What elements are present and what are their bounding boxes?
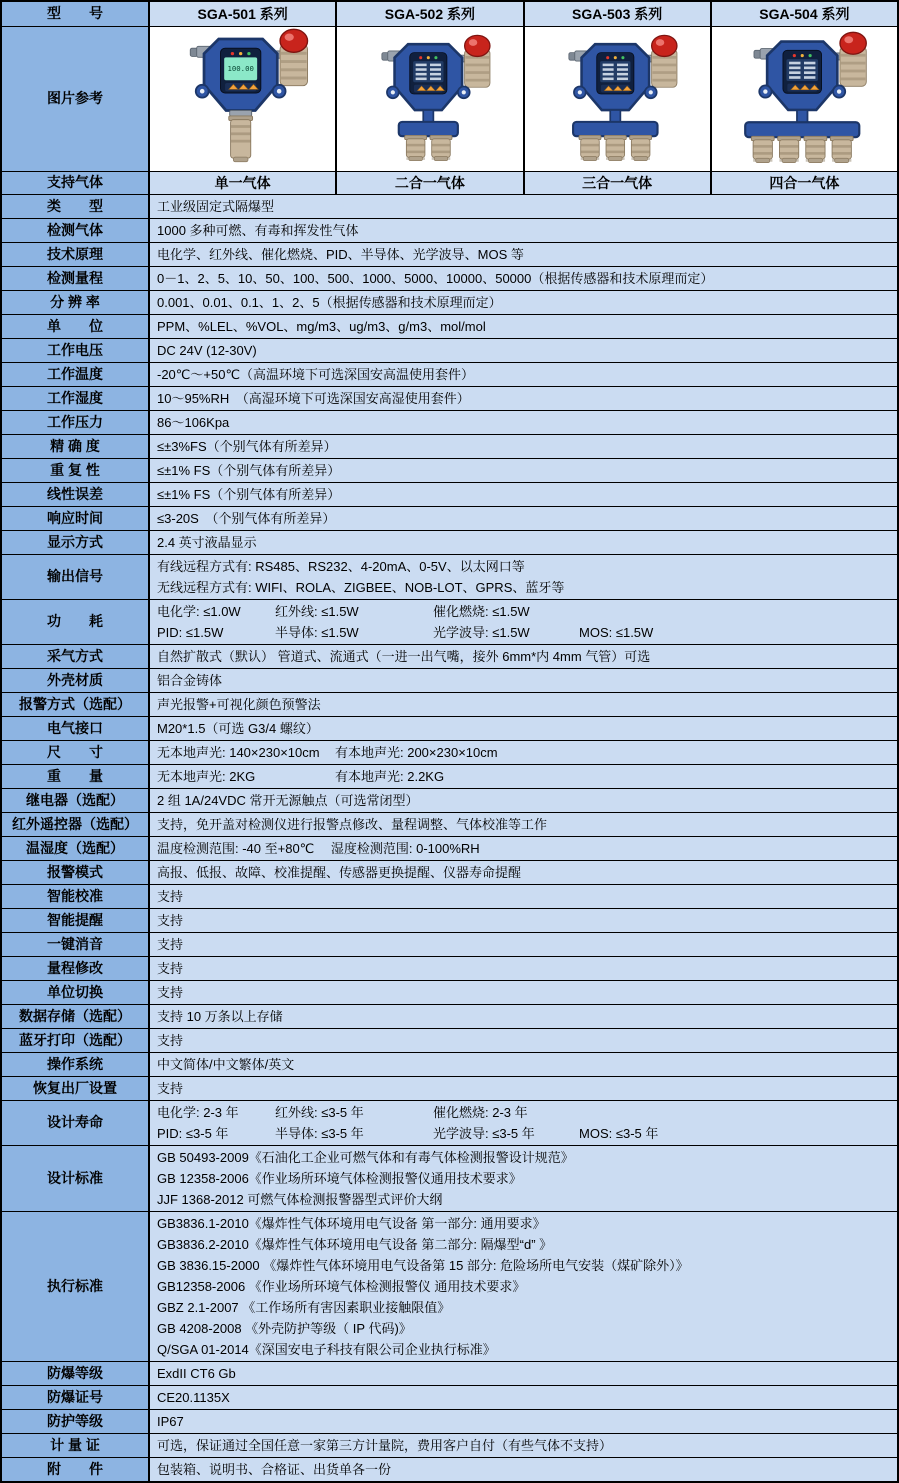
model-header-2: SGA-502 系列 — [335, 2, 522, 26]
model-row — [2, 2, 897, 27]
spec-value-line: 自然扩散式（默认） 管道式、流通式（一进一出气嘴，接外 6mm*内 4mm 气管）可选 — [157, 649, 651, 664]
gas-detector-illustration-sga-503 — [541, 34, 693, 165]
spec-row — [2, 717, 897, 741]
spec-label: 功 耗 — [2, 600, 150, 644]
spec-label: 重 量 — [2, 765, 150, 788]
spec-row — [2, 693, 897, 717]
spec-label: 工作温度 — [2, 363, 150, 386]
spec-value-line — [150, 766, 897, 787]
spec-value-segment: MOS: ≤3-5 年 — [579, 1126, 659, 1141]
spec-value — [150, 861, 897, 884]
spec-value-line: GB 50493-2009《石油化工企业可燃气体和有毒气体检测报警设计规范》 — [157, 1150, 574, 1165]
spec-value-line — [150, 601, 897, 622]
spec-value — [150, 1029, 897, 1052]
supported-gas-value-1: 单一气体 — [150, 172, 335, 194]
spec-value-line: 支持 — [157, 1033, 184, 1048]
spec-row — [2, 1005, 897, 1029]
spec-row — [2, 981, 897, 1005]
spec-value-line: 86～106Kpa — [157, 415, 230, 430]
gas-detector-illustration-sga-502 — [354, 34, 506, 165]
spec-value-segment: 无本地声光: 140×230×10cm — [157, 745, 320, 760]
spec-row — [2, 861, 897, 885]
spec-value-segment: 有本地声光: 2.2KG — [335, 769, 445, 784]
spec-row — [2, 813, 897, 837]
spec-label: 尺 寸 — [2, 741, 150, 764]
gas-detector-illustration-sga-504 — [725, 31, 883, 167]
spec-value-line: 支持 — [157, 1081, 184, 1096]
spec-value-line: PPM、%LEL、%VOL、mg/m3、ug/m3、g/m3、mol/mol — [157, 319, 486, 334]
spec-value — [150, 1434, 897, 1457]
spec-value-line: JJF 1368-2012 可燃气体检测报警器型式评价大纲 — [157, 1192, 443, 1207]
spec-value-line: 支持，免开盖对检测仪进行报警点修改、量程调整、气体校准等工作 — [157, 817, 548, 832]
spec-label: 防爆等级 — [2, 1362, 150, 1385]
spec-value — [150, 387, 897, 410]
model-header-1: SGA-501 系列 — [150, 2, 335, 26]
spec-value-line: GB12358-2006 《作业场所环境气体检测报警仪 通用技术要求》 — [157, 1279, 526, 1294]
spec-value-segment: 电化学: 2-3 年 — [157, 1105, 239, 1120]
model-row-label: 型 号 — [2, 2, 150, 26]
spec-label: 显示方式 — [2, 531, 150, 554]
spec-value — [150, 1458, 897, 1481]
spec-value-line: GB 4208-2008 《外壳防护等级（ IP 代码)》 — [157, 1321, 412, 1336]
spec-row — [2, 411, 897, 435]
spec-value — [150, 339, 897, 362]
spec-label: 检测量程 — [2, 267, 150, 290]
spec-value-line: GB3836.1-2010《爆炸性气体环境用电气设备 第一部分: 通用要求》 — [157, 1216, 546, 1231]
spec-row — [2, 789, 897, 813]
spec-value — [150, 411, 897, 434]
spec-value — [150, 483, 897, 506]
spec-value-line: ≤±1% FS（个别气体有所差异） — [157, 463, 341, 478]
spec-value-line: GB3836.2-2010《爆炸性气体环境用电气设备 第二部分: 隔爆型“d” 》 — [157, 1237, 553, 1252]
spec-value-line: 声光报警+可视化颜色预警法 — [157, 697, 321, 712]
spec-row — [2, 387, 897, 411]
spec-label: 计 量 证 — [2, 1434, 150, 1457]
spec-row — [2, 363, 897, 387]
spec-label: 电气接口 — [2, 717, 150, 740]
device-image-sga-504 — [710, 27, 897, 171]
spec-value-line: GB 3836.15-2000 《爆炸性气体环境用电气设备第 15 部分: 危险场所电气安装（煤矿除外）》 — [157, 1258, 689, 1273]
spec-value — [150, 1146, 897, 1211]
spec-row — [2, 531, 897, 555]
supported-gas-label: 支持气体 — [2, 172, 150, 194]
image-row — [2, 27, 897, 172]
spec-value-line: 电化学、红外线、催化燃烧、PID、半导体、光学波导、MOS 等 — [157, 247, 524, 262]
spec-row — [2, 1434, 897, 1458]
spec-label: 设计寿命 — [2, 1101, 150, 1145]
spec-label: 输出信号 — [2, 555, 150, 599]
spec-value-segment: 半导体: ≤3-5 年 — [275, 1126, 364, 1141]
spec-row — [2, 1212, 897, 1362]
spec-label: 操作系统 — [2, 1053, 150, 1076]
spec-value — [150, 717, 897, 740]
spec-value — [150, 885, 897, 908]
spec-value — [150, 435, 897, 458]
spec-label: 工作电压 — [2, 339, 150, 362]
spec-label: 精 确 度 — [2, 435, 150, 458]
spec-value-line: 支持 — [157, 985, 184, 1000]
spec-label: 报警模式 — [2, 861, 150, 884]
spec-value — [150, 741, 897, 764]
spec-value-line: 支持 10 万条以上存储 — [157, 1009, 283, 1024]
device-image-cells — [150, 27, 897, 171]
spec-value-segment: 半导体: ≤1.5W — [275, 625, 359, 640]
spec-value — [150, 600, 897, 644]
spec-value-line: 高报、低报、故障、校准提醒、传感器更换提醒、仪器寿命提醒 — [157, 865, 522, 880]
spec-row — [2, 1410, 897, 1434]
spec-value-segment: 光学波导: ≤3-5 年 — [433, 1126, 535, 1141]
spec-value — [150, 1386, 897, 1409]
spec-label: 继电器（选配） — [2, 789, 150, 812]
spec-value — [150, 219, 897, 242]
spec-value-line: Q/SGA 01-2014《深国安电子科技有限公司企业执行标准》 — [157, 1342, 496, 1357]
spec-value-segment: 有本地声光: 200×230×10cm — [335, 745, 498, 760]
spec-row — [2, 645, 897, 669]
spec-value-segment: 电化学: ≤1.0W — [157, 604, 241, 619]
spec-value-line: 支持 — [157, 937, 184, 952]
spec-label: 类 型 — [2, 195, 150, 218]
image-row-label: 图片参考 — [2, 27, 150, 171]
spec-row — [2, 339, 897, 363]
spec-value-segment: MOS: ≤1.5W — [579, 625, 654, 640]
spec-value-line: 1000 多种可燃、有毒和挥发性气体 — [157, 223, 359, 238]
spec-row — [2, 507, 897, 531]
spec-label: 防护等级 — [2, 1410, 150, 1433]
spec-value — [150, 693, 897, 716]
spec-row — [2, 1053, 897, 1077]
spec-value-line — [150, 1102, 897, 1123]
spec-label: 智能提醒 — [2, 909, 150, 932]
spec-row — [2, 885, 897, 909]
spec-label: 量程修改 — [2, 957, 150, 980]
spec-value — [150, 909, 897, 932]
spec-row — [2, 1077, 897, 1101]
spec-value-line: ≤±3%FS（个别气体有所差异） — [157, 439, 337, 454]
spec-value-line: CE20.1135X — [157, 1390, 230, 1405]
spec-row — [2, 1101, 897, 1146]
spec-value — [150, 1212, 897, 1361]
spec-row — [2, 555, 897, 600]
spec-label: 附 件 — [2, 1458, 150, 1481]
spec-value-line: M20*1.5（可选 G3/4 螺纹） — [157, 721, 319, 736]
spec-value — [150, 243, 897, 266]
spec-row — [2, 957, 897, 981]
supported-gas-value-4: 四合一气体 — [710, 172, 897, 194]
spec-label: 工作湿度 — [2, 387, 150, 410]
spec-value-segment: 光学波导: ≤1.5W — [433, 625, 530, 640]
spec-label: 响应时间 — [2, 507, 150, 530]
spec-value-segment: 无本地声光: 2KG — [157, 769, 256, 784]
spec-label: 检测气体 — [2, 219, 150, 242]
spec-value-line: 0－1、2、5、10、50、100、500、1000、5000、10000、50000（根据传感器和技术原理而定） — [157, 271, 714, 286]
spec-value — [150, 957, 897, 980]
spec-value-line — [150, 742, 897, 763]
spec-row — [2, 243, 897, 267]
spec-value — [150, 789, 897, 812]
spec-value — [150, 1410, 897, 1433]
spec-value — [150, 1077, 897, 1100]
spec-label: 蓝牙打印（选配） — [2, 1029, 150, 1052]
spec-label: 线性误差 — [2, 483, 150, 506]
spec-label: 报警方式（选配） — [2, 693, 150, 716]
spec-row — [2, 600, 897, 645]
spec-label: 智能校准 — [2, 885, 150, 908]
spec-value — [150, 315, 897, 338]
spec-row — [2, 1362, 897, 1386]
spec-value-line — [150, 622, 897, 643]
spec-value — [150, 531, 897, 554]
spec-label: 执行标准 — [2, 1212, 150, 1361]
spec-label: 单位切换 — [2, 981, 150, 1004]
spec-label: 采气方式 — [2, 645, 150, 668]
spec-label: 恢复出厂设置 — [2, 1077, 150, 1100]
spec-value — [150, 1101, 897, 1145]
spec-value — [150, 555, 897, 599]
spec-value — [150, 645, 897, 668]
supported-gas-cells — [150, 172, 897, 194]
spec-value — [150, 363, 897, 386]
device-image-sga-502 — [335, 27, 522, 171]
model-cells — [150, 2, 897, 26]
spec-row — [2, 315, 897, 339]
spec-row — [2, 765, 897, 789]
spec-value — [150, 195, 897, 218]
supported-gas-value-2: 二合一气体 — [335, 172, 522, 194]
spec-value-line: 温度检测范围: -40 至+80℃ 湿度检测范围: 0-100%RH — [157, 841, 480, 856]
spec-value — [150, 669, 897, 692]
spec-row — [2, 459, 897, 483]
spec-value-line: GB 12358-2006《作业场所环境气体检测报警仪通用技术要求》 — [157, 1171, 522, 1186]
spec-value — [150, 267, 897, 290]
model-header-3: SGA-503 系列 — [523, 2, 710, 26]
spec-value-line — [150, 1123, 897, 1144]
spec-value-line: 工业级固定式隔爆型 — [157, 199, 275, 214]
spec-value-line: 中文简体/中文繁体/英文 — [157, 1057, 295, 1072]
spec-value — [150, 507, 897, 530]
spec-value-line: GBZ 2.1-2007 《工作场所有害因素职业接触限值》 — [157, 1300, 451, 1315]
spec-rows-container — [2, 195, 897, 1481]
svg-text:100.00: 100.00 — [227, 64, 255, 74]
spec-row — [2, 1386, 897, 1410]
spec-row — [2, 1029, 897, 1053]
spec-value-line: 支持 — [157, 913, 184, 928]
model-header-4: SGA-504 系列 — [710, 2, 897, 26]
spec-value-segment: 红外线: ≤3-5 年 — [275, 1105, 364, 1120]
supported-gas-value-3: 三合一气体 — [523, 172, 710, 194]
spec-row — [2, 435, 897, 459]
spec-value-line: 0.001、0.01、0.1、1、2、5（根据传感器和技术原理而定） — [157, 295, 502, 310]
spec-value — [150, 1362, 897, 1385]
spec-value-line: 2.4 英寸液晶显示 — [157, 535, 257, 550]
spec-value-line: DC 24V (12-30V) — [157, 343, 257, 358]
spec-value — [150, 459, 897, 482]
spec-value — [150, 291, 897, 314]
spec-label: 单 位 — [2, 315, 150, 338]
spec-row — [2, 1458, 897, 1481]
spec-value-line: 包装箱、说明书、合格证、出货单各一份 — [157, 1462, 392, 1477]
spec-value — [150, 1053, 897, 1076]
spec-label: 技术原理 — [2, 243, 150, 266]
spec-value-line: 有线远程方式有: RS485、RS232、4-20mA、0-5V、以太网口等 — [157, 559, 525, 574]
spec-value — [150, 1005, 897, 1028]
spec-value-line: 支持 — [157, 961, 184, 976]
gas-detector-illustration-sga-501 — [160, 28, 325, 170]
spec-value — [150, 981, 897, 1004]
spec-value-line: ≤±1% FS（个别气体有所差异） — [157, 487, 341, 502]
spec-label: 一键消音 — [2, 933, 150, 956]
spec-label: 工作压力 — [2, 411, 150, 434]
spec-row — [2, 267, 897, 291]
spec-value-segment: PID: ≤3-5 年 — [157, 1126, 229, 1141]
spec-row — [2, 741, 897, 765]
spec-value — [150, 933, 897, 956]
spec-value-segment: 催化燃烧: ≤1.5W — [433, 604, 530, 619]
spec-label: 外壳材质 — [2, 669, 150, 692]
spec-value-line: 支持 — [157, 889, 184, 904]
spec-value-line: 无线远程方式有: WIFI、ROLA、ZIGBEE、NOB-LOT、GPRS、蓝牙等 — [157, 580, 565, 595]
spec-row — [2, 195, 897, 219]
spec-value-segment: 催化燃烧: 2-3 年 — [433, 1105, 528, 1120]
spec-value-line: ≤3-20S （个别气体有所差异） — [157, 511, 336, 526]
spec-label: 防爆证号 — [2, 1386, 150, 1409]
spec-label: 设计标准 — [2, 1146, 150, 1211]
spec-value — [150, 837, 897, 860]
spec-row — [2, 291, 897, 315]
spec-value-line: 铝合金铸体 — [157, 673, 223, 688]
spec-row — [2, 1146, 897, 1212]
spec-value — [150, 813, 897, 836]
supported-gas-row — [2, 172, 897, 195]
spec-row — [2, 669, 897, 693]
spec-row — [2, 837, 897, 861]
spec-row — [2, 933, 897, 957]
spec-row — [2, 909, 897, 933]
device-image-sga-501 — [150, 27, 335, 171]
spec-value-segment: PID: ≤1.5W — [157, 625, 224, 640]
spec-label: 重 复 性 — [2, 459, 150, 482]
spec-label: 分 辨 率 — [2, 291, 150, 314]
device-image-sga-503 — [523, 27, 710, 171]
spec-value-line: IP67 — [157, 1414, 184, 1429]
spec-row — [2, 483, 897, 507]
spec-value-segment: 红外线: ≤1.5W — [275, 604, 359, 619]
spec-label: 温湿度（选配） — [2, 837, 150, 860]
spec-value-line: ExdII CT6 Gb — [157, 1366, 236, 1381]
spec-row — [2, 219, 897, 243]
spec-value-line: 2 组 1A/24VDC 常开无源触点（可选常闭型） — [157, 793, 419, 808]
spec-value-line: -20℃～+50℃（高温环境下可选深国安高温使用套件） — [157, 367, 475, 382]
spec-label: 红外遥控器（选配） — [2, 813, 150, 836]
spec-label: 数据存储（选配） — [2, 1005, 150, 1028]
spec-value-line: 10～95%RH （高湿环境下可选深国安高湿使用套件） — [157, 391, 470, 406]
spec-value — [150, 765, 897, 788]
spec-value-line: 可选，保证通过全国任意一家第三方计量院，费用客户自付（有些气体不支持） — [157, 1438, 613, 1453]
